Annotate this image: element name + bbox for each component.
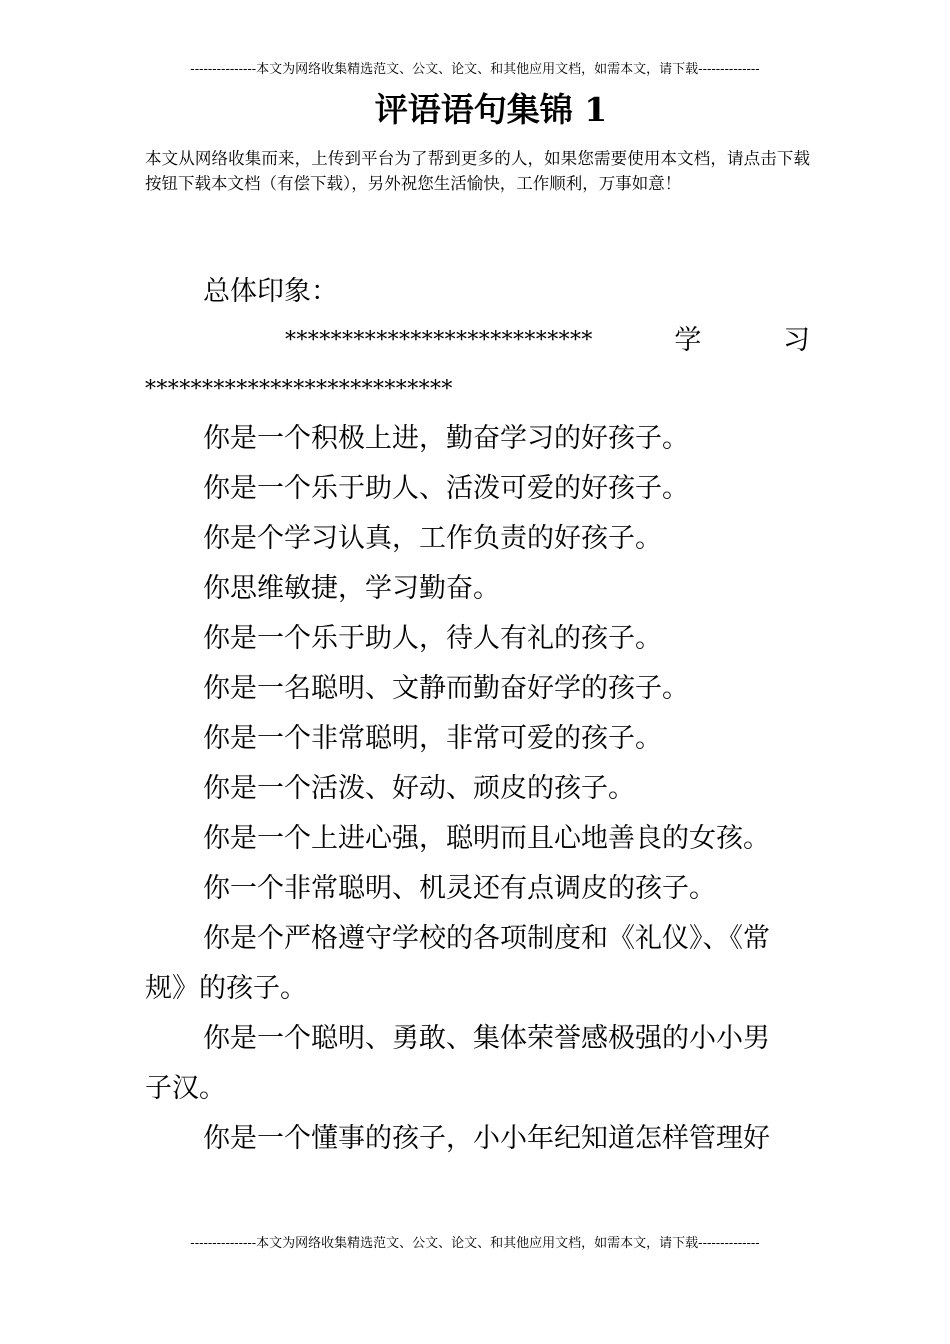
comment-line: 你思维敏捷，学习勤奋。 bbox=[203, 573, 500, 604]
intro-paragraph: 本文从网络收集而来，上传到平台为了帮到更多的人，如果您需要使用本文档，请点击下载按钮下载本文档（有偿下载），另外祝您生活愉快，工作顺利，万事如意！ bbox=[145, 149, 810, 193]
comment-line: 你是一个懂事的孩子，小小年纪知道怎样管理好 bbox=[203, 1123, 770, 1154]
comment-line: 你是一个非常聪明，非常可爱的孩子。 bbox=[203, 723, 662, 754]
footer-note: ---------------本文为网络收集精选范文、公文、论文、和其他应用文档，如需本文，请下载-------------- bbox=[190, 1236, 760, 1251]
comment-line: 你一个非常聪明、机灵还有点调皮的孩子。 bbox=[203, 873, 716, 904]
comment-line: 你是一个乐于助人、活泼可爱的好孩子。 bbox=[203, 473, 689, 504]
comment-line: 你是一个活泼、好动、顽皮的孩子。 bbox=[203, 773, 635, 804]
stars-divider-row bbox=[285, 323, 810, 359]
document-title: 评语语句集锦 1 bbox=[374, 90, 608, 129]
divider-char-2: 习 bbox=[783, 325, 810, 356]
comment-line: 你是个学习认真，工作负责的好孩子。 bbox=[203, 523, 662, 554]
divider-char-1: 学 bbox=[674, 325, 702, 356]
comment-line-continuation: 规》的孩子。 bbox=[145, 973, 307, 1004]
section-heading: 总体印象： bbox=[203, 276, 338, 307]
comment-line-continuation: 子汉。 bbox=[145, 1073, 226, 1104]
header-note: ---------------本文为网络收集精选范文、公文、论文、和其他应用文档，如需本文，请下载-------------- bbox=[190, 62, 760, 77]
comment-line: 你是一名聪明、文静而勤奋好学的孩子。 bbox=[203, 673, 689, 704]
stars-left: *************************** bbox=[285, 328, 593, 353]
comment-line: 你是一个上进心强，聪明而且心地善良的女孩。 bbox=[203, 823, 770, 854]
stars-right: *************************** bbox=[145, 377, 453, 402]
comment-line: 你是个严格遵守学校的各项制度和《礼仪》、《常 bbox=[203, 923, 770, 954]
comment-line: 你是一个积极上进，勤奋学习的好孩子。 bbox=[203, 423, 689, 454]
comment-line: 你是一个聪明、勇敢、集体荣誉感极强的小小男 bbox=[203, 1023, 770, 1054]
comment-line: 你是一个乐于助人，待人有礼的孩子。 bbox=[203, 623, 662, 654]
